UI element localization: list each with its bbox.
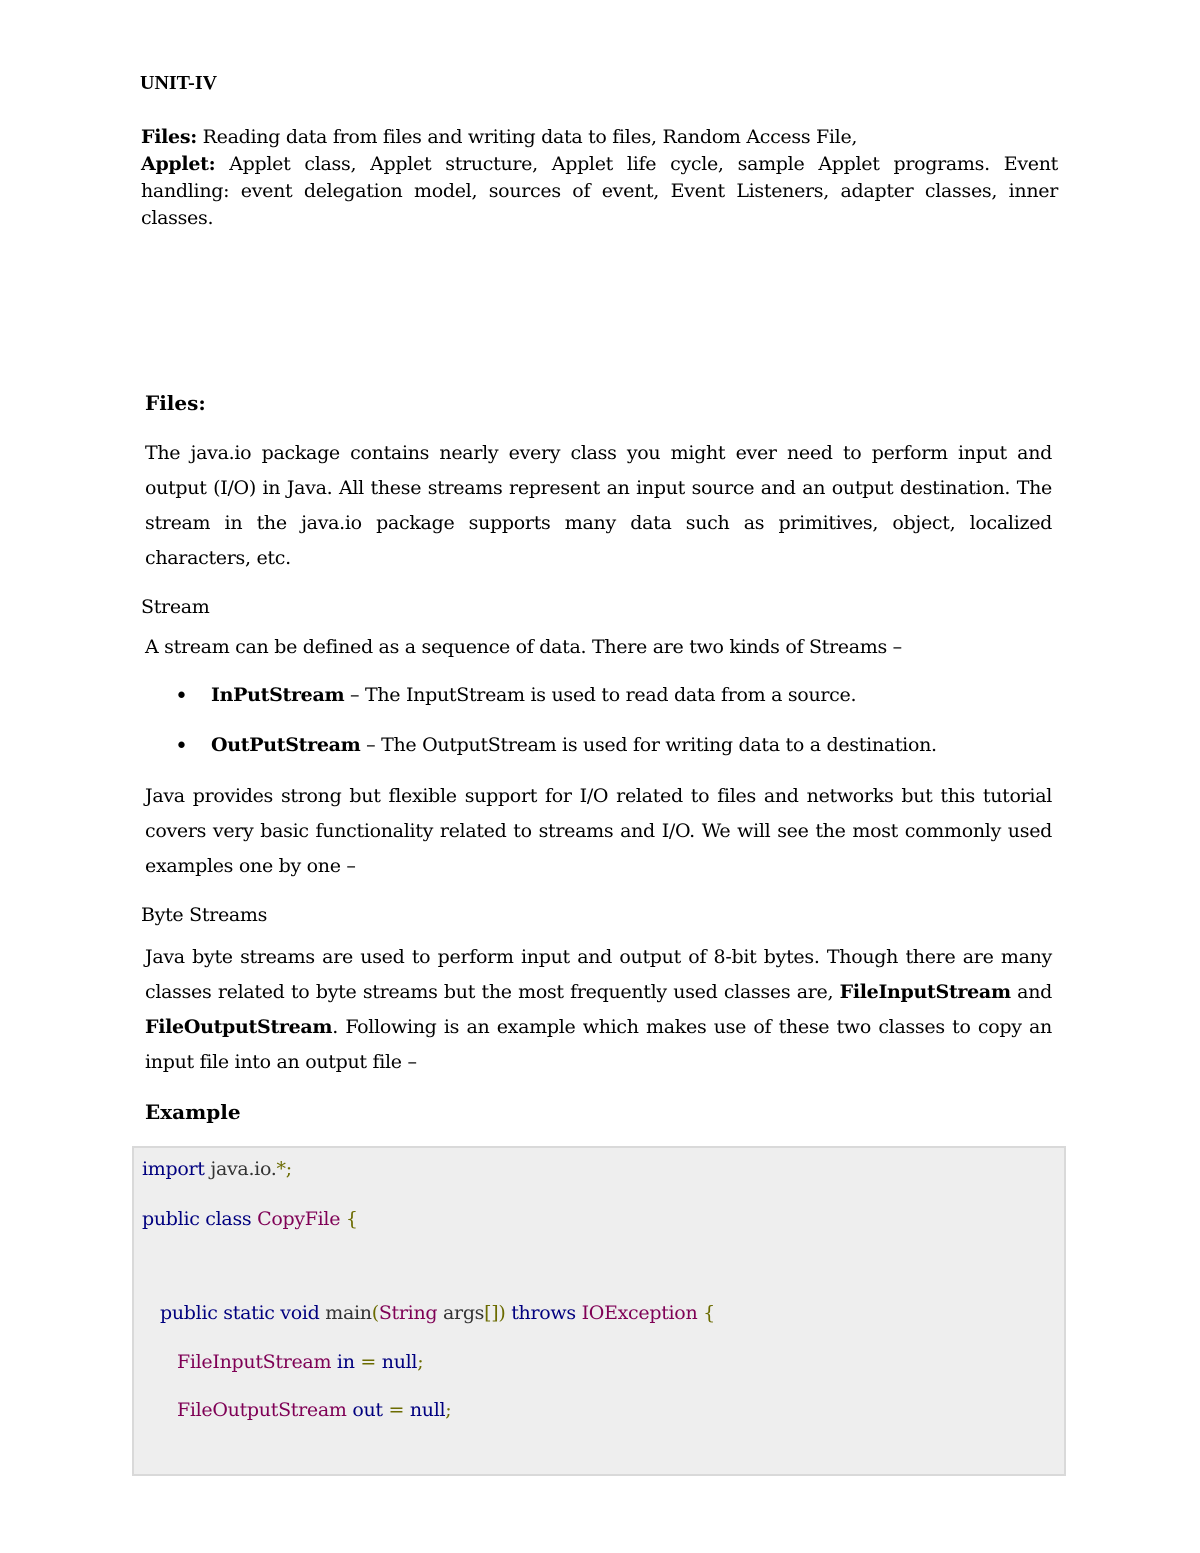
byte-streams-heading: Byte Streams: [141, 904, 268, 926]
code-line-import: [142, 1158, 292, 1180]
code-text: java.io.: [204, 1158, 277, 1180]
support-paragraph: [145, 779, 1052, 884]
file-output-stream-term: FileOutputStream: [145, 1016, 333, 1038]
code-type: String: [378, 1302, 438, 1324]
syllabus-applet: [141, 151, 1058, 232]
file-input-stream-term: FileInputStream: [839, 981, 1011, 1003]
unit-title: UNIT-IV: [140, 72, 218, 94]
byte-streams-and: and: [1010, 981, 1052, 1003]
code-line-class: [142, 1208, 358, 1230]
code-line-out: [177, 1399, 451, 1421]
byte-streams-paragraph: [145, 940, 1052, 1080]
code-type: FileInputStream: [177, 1351, 332, 1373]
files-intro-text: The java.io package contains nearly every class you might ever need to perform input and output (I/O) in Java. All these streams represent an input source and an output destination. The stream in the java.io package supports many data such as primitives, object, localized characters, etc.: [145, 442, 1052, 569]
code-keyword: null: [404, 1399, 446, 1421]
list-item: [175, 684, 1055, 734]
code-punct: []): [484, 1302, 506, 1324]
files-heading: Files:: [145, 391, 206, 415]
code-keyword: public class: [142, 1208, 252, 1230]
bullet-icon: •: [175, 734, 188, 759]
files-intro-paragraph: [145, 436, 1052, 576]
support-text: Java provides strong but flexible support for I/O related to files and networks but this tutorial covers very basic functionality related to streams and I/O. We will see the most commonly used examples one by one –: [145, 785, 1052, 877]
code-keyword: throws: [505, 1302, 576, 1324]
bullet-text: [211, 734, 937, 756]
code-punct: (: [371, 1302, 379, 1324]
code-punct: {: [697, 1302, 715, 1324]
syllabus-files-label: Files:: [141, 126, 197, 148]
syllabus-applet-text: Applet class, Applet structure, Applet life cycle, sample Applet programs. Event handling: event delegation model, sources of event, Event Listeners, adapter classes, inner classes.: [141, 153, 1058, 229]
code-line-in: [177, 1351, 423, 1373]
code-arg: args: [437, 1302, 485, 1324]
stream-bullet-list: [175, 684, 1055, 784]
bullet-text: [211, 684, 856, 706]
code-punct: =: [354, 1351, 377, 1373]
code-keyword: import: [142, 1158, 205, 1180]
byte-streams-text: [145, 940, 1052, 1080]
code-variable: out: [346, 1399, 383, 1421]
code-block: [132, 1146, 1066, 1476]
byte-streams-text-after: . Following is an example which makes use of these two classes to copy an input file into an output file –: [145, 1016, 1052, 1073]
code-keyword: public static void: [160, 1302, 320, 1324]
code-type: IOException: [575, 1302, 698, 1324]
syllabus-applet-label: Applet:: [141, 153, 216, 175]
code-class-name: CopyFile: [251, 1208, 341, 1230]
syllabus-files-text: Reading data from files and writing data to files, Random Access File,: [196, 126, 858, 148]
code-punct: ;: [445, 1399, 452, 1421]
stream-intro: A stream can be defined as a sequence of data. There are two kinds of Streams –: [145, 636, 902, 658]
bullet-description: – The OutputStream is used for writing data to a destination.: [360, 734, 937, 756]
syllabus-files: [141, 124, 1058, 151]
bullet-term: OutPutStream: [211, 734, 361, 756]
bullet-term: InPutStream: [211, 684, 345, 706]
code-variable: in: [331, 1351, 355, 1373]
list-item: [175, 734, 1055, 784]
code-method: main: [319, 1302, 372, 1324]
code-punct: {: [340, 1208, 358, 1230]
bullet-description: – The InputStream is used to read data from a source.: [344, 684, 857, 706]
code-punct: *;: [276, 1158, 292, 1180]
byte-streams-text-before: Java byte streams are used to perform input and output of 8-bit bytes. Though there are many classes related to byte streams but the most frequently used classes are,: [145, 946, 1052, 1003]
syllabus-summary: [141, 124, 1058, 232]
code-punct: ;: [417, 1351, 424, 1373]
stream-heading: Stream: [141, 596, 210, 618]
example-heading: Example: [145, 1100, 241, 1124]
code-type: FileOutputStream: [177, 1399, 347, 1421]
code-keyword: null: [376, 1351, 418, 1373]
code-punct: =: [382, 1399, 405, 1421]
code-line-main: [160, 1302, 715, 1324]
bullet-icon: •: [175, 684, 188, 709]
